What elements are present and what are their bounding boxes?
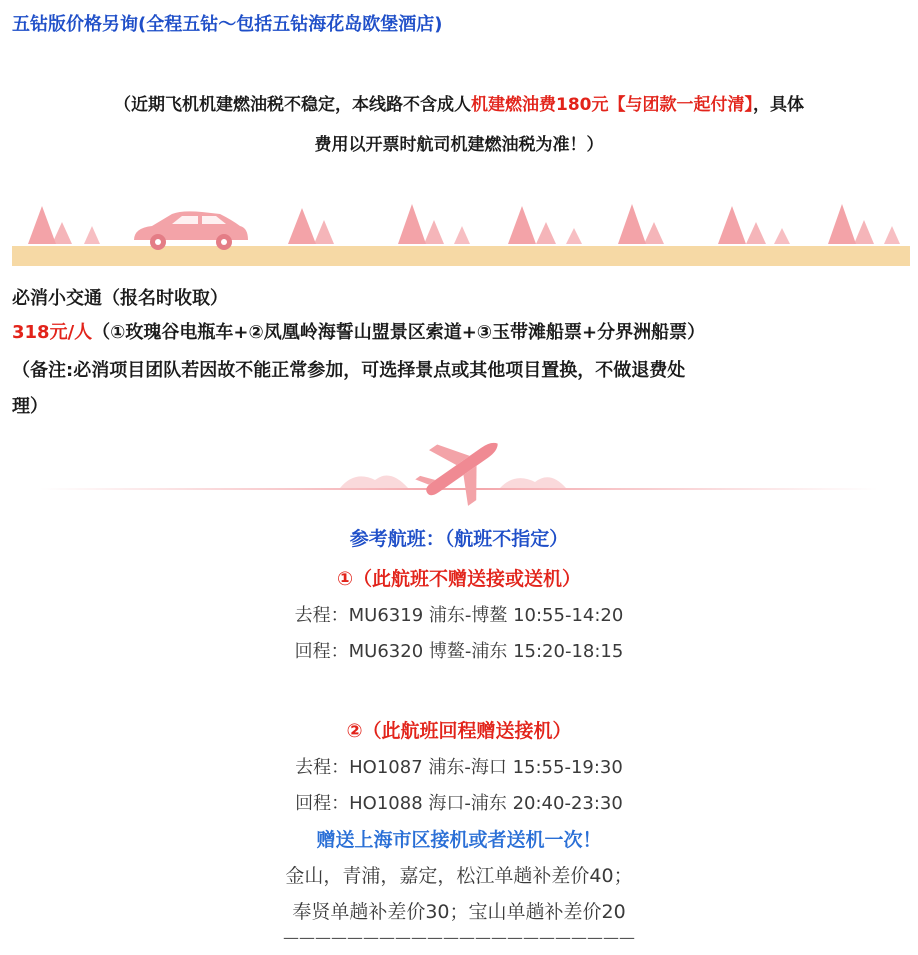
transport-remark-line1: （备注:必消项目团队若因故不能正常参加，可选择景点或其他项目置换，不做退费处 <box>12 360 686 381</box>
flight-option2-outbound: 去程：HO1087 浦东-海口 15:55-19:30 <box>295 757 623 778</box>
transfer-gift-note: 赠送上海市区接机或者送机一次！ <box>316 829 602 851</box>
banner-ground <box>12 246 910 266</box>
page-title: 五钻版价格另询(全程五钻～包括五钻海花岛欧堡酒店) <box>12 14 443 35</box>
fuel-notice-line1 <box>0 90 918 115</box>
cloud-right <box>500 477 566 488</box>
flight-option2-return: 回程：HO1088 海口-浦东 20:40-23:30 <box>295 793 623 814</box>
fuel-notice-line2: 费用以开票时航司机建燃油税为准！） <box>314 135 604 155</box>
flight-option2-title: ②（此航班回程赠送接机） <box>346 720 572 742</box>
flight-option1-title: ①（此航班不赠送接或送机） <box>336 568 582 590</box>
fuel-notice-text-b: ，具体 <box>753 95 804 115</box>
bottom-divider: —————————————————————— <box>283 928 635 947</box>
airplane-icon <box>406 430 517 510</box>
fuel-notice-highlight: 机建燃油费180元【与团款一起付清】 <box>471 95 753 115</box>
flight-option1-outbound: 去程：MU6319 浦东-博鳌 10:55-14:20 <box>294 605 624 626</box>
transport-items: （①玫瑰谷电瓶车+②凤凰岭海誓山盟景区索道+③玉带滩船票+分界洲船票） <box>92 322 706 343</box>
car-icon <box>134 211 248 250</box>
transport-remark-line2: 理） <box>12 396 48 417</box>
flight-option1-return: 回程：MU6320 博鳌-浦东 15:20-18:15 <box>294 641 624 662</box>
car-and-trees-banner <box>12 200 910 266</box>
transport-price-line <box>12 318 705 344</box>
fuel-notice-text-a: （近期飞机机建燃油税不稳定，本线路不含成人 <box>114 95 471 115</box>
cloud-left <box>340 476 408 489</box>
transport-price: 318元/人 <box>12 322 93 343</box>
flights-heading: 参考航班：（航班不指定） <box>349 528 569 550</box>
surcharge-line1: 金山，青浦，嘉定，松江单趟补差价40； <box>285 865 633 887</box>
surcharge-line2: 奉贤单趟补差价30；宝山单趟补差价20 <box>292 901 626 923</box>
transport-heading: 必消小交通（报名时收取） <box>12 288 228 309</box>
airplane-divider <box>40 430 878 510</box>
